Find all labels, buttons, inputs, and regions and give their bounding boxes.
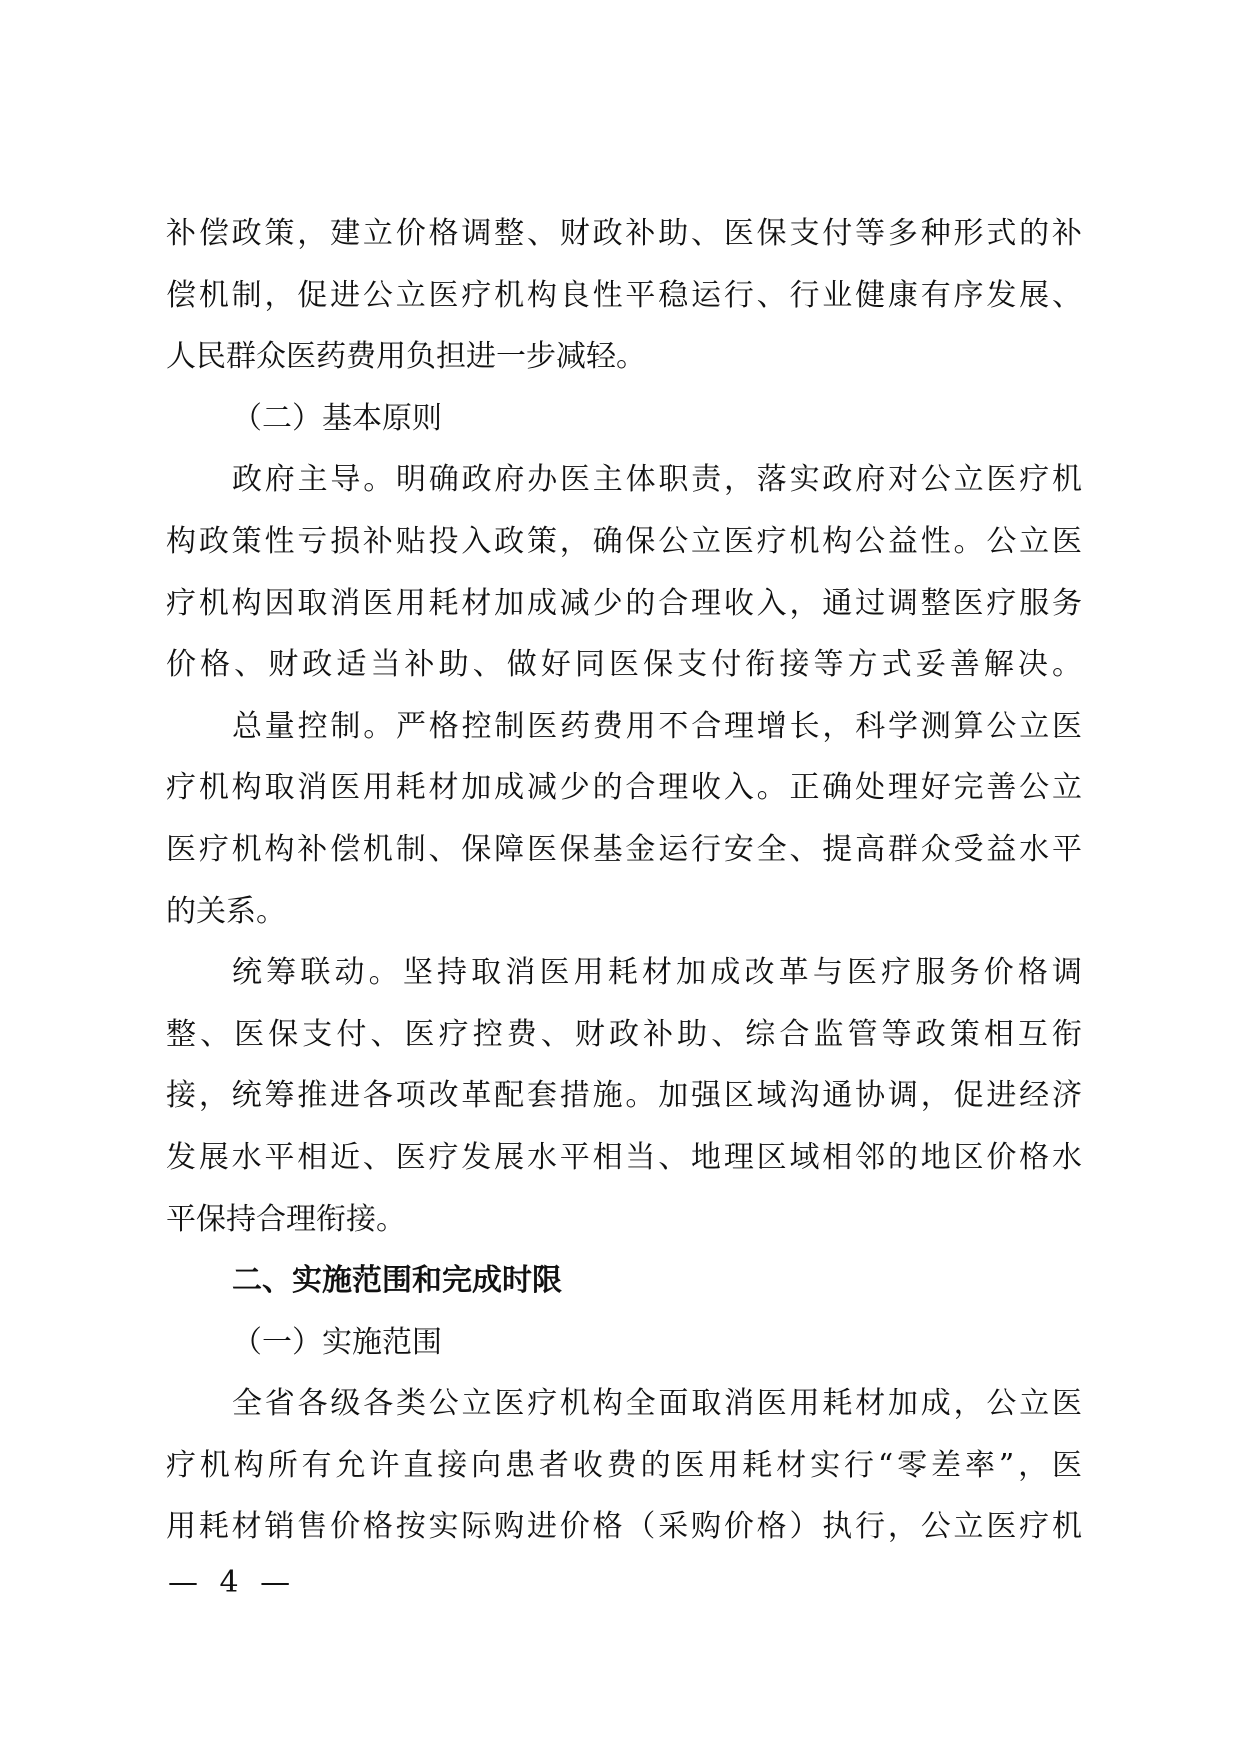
text-line: （二）基本原则 (232, 400, 442, 436)
text-line: 整、医保支付、医疗控费、财政补助、综合监管等政策相互衔 (166, 1016, 1082, 1052)
text-line: 人民群众医药费用负担进一步减轻。 (166, 339, 646, 375)
text-line: 价格、财政适当补助、做好同医保支付衔接等方式妥善解决。 (166, 647, 1082, 683)
text-line: 构政策性亏损补贴投入政策，确保公立医疗机构公益性。公立医 (166, 523, 1082, 559)
text-line: 疗机构因取消医用耗材加成减少的合理收入，通过调整医疗服务 (166, 585, 1082, 621)
text-line: 发展水平相近、医疗发展水平相当、地理区域相邻的地区价格水 (166, 1139, 1082, 1175)
page-number: — 4 — (168, 1565, 297, 1600)
text-line: 全省各级各类公立医疗机构全面取消医用耗材加成，公立医 (232, 1386, 1082, 1422)
text-line: 补偿政策，建立价格调整、财政补助、医保支付等多种形式的补 (166, 216, 1082, 251)
text-line: 的关系。 (166, 893, 286, 929)
text-line: 疗机构所有允许直接向患者收费的医用耗材实行“零差率”，医 (166, 1447, 1082, 1483)
document-body (166, 203, 1082, 1558)
text-line: 统筹联动。坚持取消医用耗材加成改革与医疗服务价格调 (232, 955, 1082, 991)
section-heading: 二、实施范围和完成时限 (232, 1263, 562, 1299)
text-line: 总量控制。严格控制医药费用不合理增长，科学测算公立医 (232, 708, 1082, 744)
text-line: 医疗机构补偿机制、保障医保基金运行安全、提高群众受益水平 (166, 831, 1082, 867)
text-line: 疗机构取消医用耗材加成减少的合理收入。正确处理好完善公立 (166, 770, 1082, 806)
text-line: 平保持合理衔接。 (166, 1201, 406, 1237)
text-line: （一）实施范围 (232, 1324, 442, 1360)
text-line: 政府主导。明确政府办医主体职责，落实政府对公立医疗机 (232, 462, 1082, 498)
text-line: 偿机制，促进公立医疗机构良性平稳运行、行业健康有序发展、 (166, 277, 1082, 313)
text-line: 接，统筹推进各项改革配套措施。加强区域沟通协调，促进经济 (166, 1078, 1082, 1114)
text-line: 用耗材销售价格按实际购进价格（采购价格）执行，公立医疗机 (166, 1509, 1082, 1545)
